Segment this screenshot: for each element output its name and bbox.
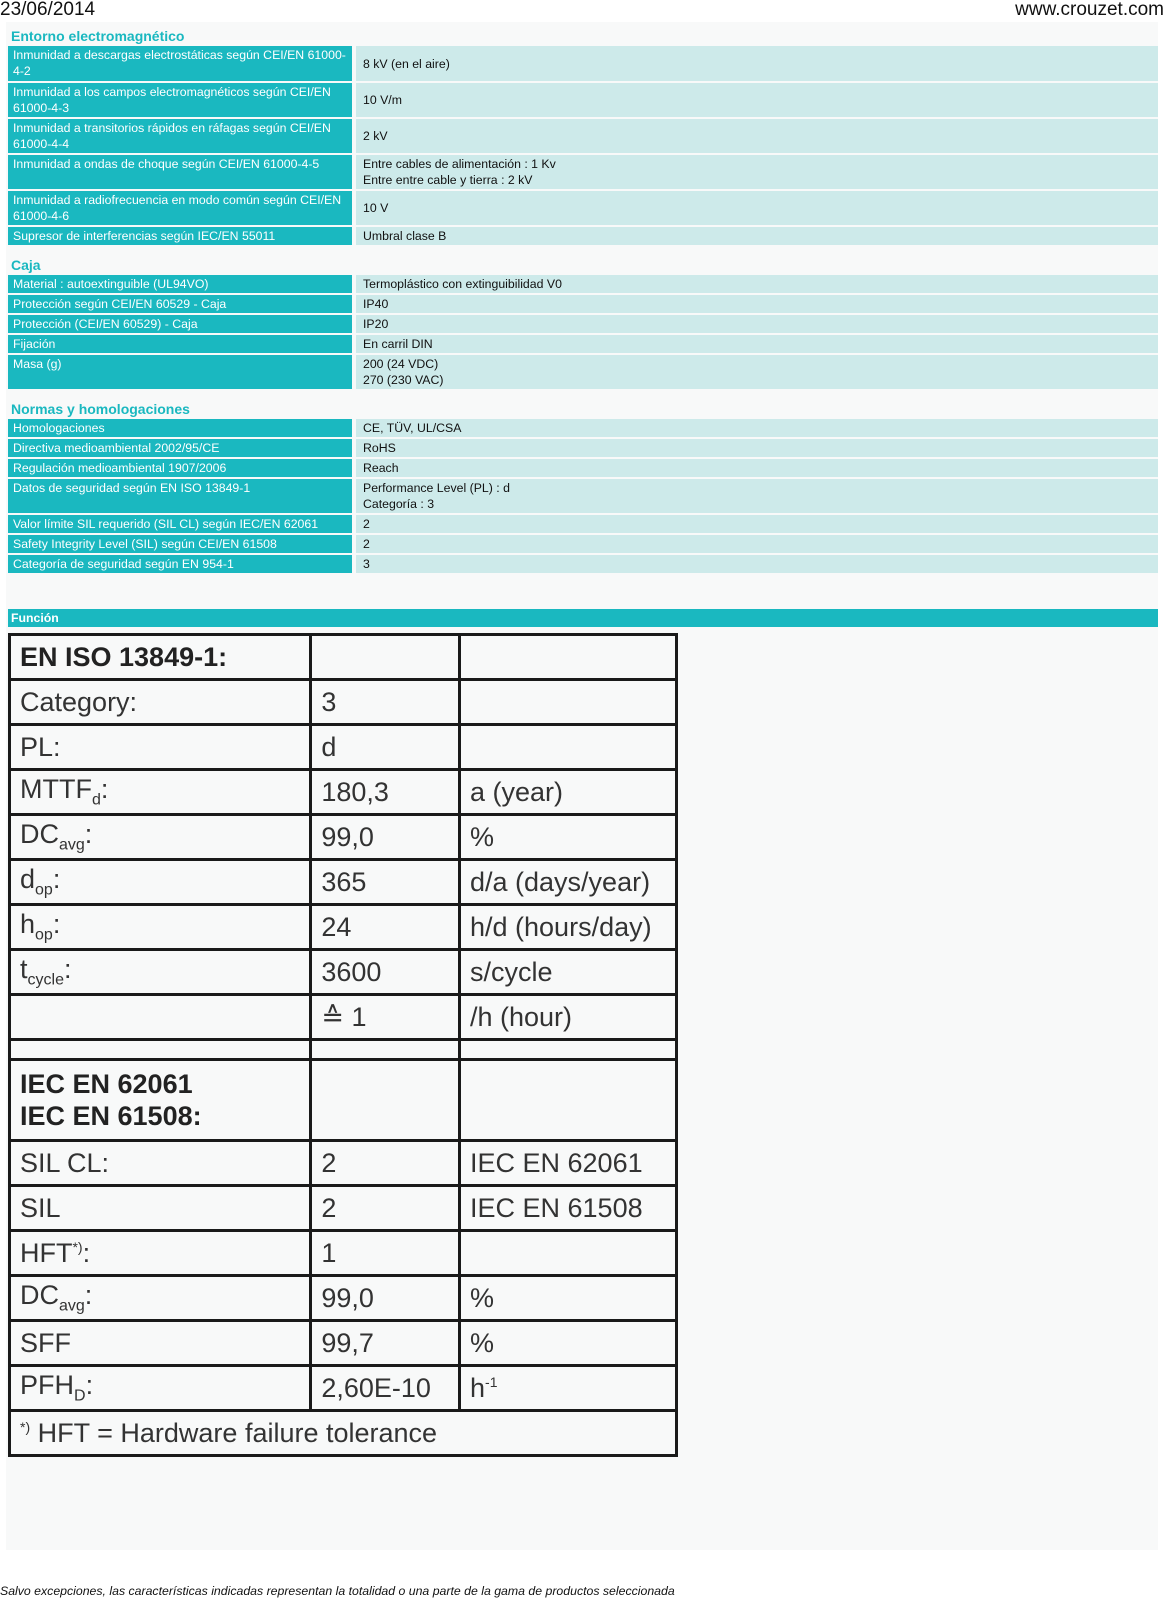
site-url[interactable]: www.crouzet.com — [1015, 0, 1164, 20]
spec-value-text: 10 V/m — [363, 93, 402, 107]
section-title-normas: Normas y homologaciones — [11, 401, 190, 417]
cell-text: : — [85, 1370, 94, 1401]
section-title-em: Entorno electromagnético — [11, 28, 185, 44]
spec-value — [356, 227, 1158, 245]
cell-superscript: -1 — [485, 1373, 498, 1390]
cell-subscript: cycle — [27, 971, 64, 989]
spec-value-text: Reach — [363, 461, 399, 475]
spec-value — [356, 419, 1158, 437]
cell-text: : — [84, 1280, 93, 1311]
spec-value — [356, 275, 1158, 293]
table-cell — [460, 1040, 677, 1060]
spec-label: Inmunidad a radiofrecuencia en modo común según CEI/EN 61000-4-6 — [8, 191, 352, 225]
table-cell — [10, 1060, 311, 1141]
spec-value-text: 2 — [363, 537, 370, 551]
spec-value — [356, 335, 1158, 353]
spec-value-text: CE, TÜV, UL/CSA — [363, 421, 462, 435]
table-cell — [311, 1040, 460, 1060]
cell-text: : — [82, 1237, 91, 1268]
cell-text: HFT = Hardware failure tolerance — [30, 1417, 438, 1448]
table-cell — [460, 1366, 677, 1411]
table-cell — [10, 1231, 311, 1276]
table-cell: /h (hour) — [460, 995, 677, 1040]
table-cell: s/cycle — [460, 950, 677, 995]
spec-value-text: Categoría : 3 — [363, 497, 435, 511]
table-cell — [460, 1231, 677, 1276]
spec-label: Fijación — [8, 335, 352, 353]
table-row — [10, 950, 677, 995]
spec-label: Regulación medioambiental 1907/2006 — [8, 459, 352, 477]
table-row — [10, 1141, 677, 1186]
spec-row — [8, 355, 1158, 389]
spec-value — [356, 46, 1158, 81]
cell-subscript: avg — [59, 836, 85, 854]
table-row — [10, 680, 677, 725]
spec-value-text: 2 kV — [363, 129, 388, 143]
table-cell — [460, 1060, 677, 1141]
spec-label: Inmunidad a ondas de choque según CEI/EN 61000-4-5 — [8, 155, 352, 189]
table-cell — [10, 905, 311, 950]
spec-value-text: 270 (230 VAC) — [363, 373, 444, 387]
cell-text: IEC EN 62061 — [20, 1069, 193, 1099]
table-row — [10, 770, 677, 815]
cell-text: DC — [20, 1280, 59, 1311]
table-cell: a (year) — [460, 770, 677, 815]
table-row — [10, 905, 677, 950]
table-cell — [10, 950, 311, 995]
table-row — [10, 1040, 677, 1060]
spec-value-text: 3 — [363, 557, 370, 571]
table-row — [10, 1321, 677, 1366]
table-row — [10, 1231, 677, 1276]
spec-value-text: Entre entre cable y tierra : 2 kV — [363, 173, 533, 187]
spec-row — [8, 227, 1158, 245]
table-cell: 180,3 — [311, 770, 460, 815]
cell-text: MTTF — [20, 774, 92, 805]
table-cell: % — [460, 815, 677, 860]
table-cell: h/d (hours/day) — [460, 905, 677, 950]
spec-value-text: 10 V — [363, 201, 389, 215]
table-cell: 99,0 — [311, 815, 460, 860]
cell-text: : — [100, 774, 109, 805]
spec-row — [8, 83, 1158, 117]
cell-text: PFH — [20, 1370, 74, 1401]
spec-value — [356, 155, 1158, 189]
cell-text: HFT — [20, 1237, 73, 1268]
spec-label: Inmunidad a descargas electrostáticas según CEI/EN 61000-4-2 — [8, 46, 352, 81]
section-title-caja: Caja — [11, 257, 41, 273]
spec-value — [356, 439, 1158, 457]
table-row — [10, 995, 677, 1040]
spec-row — [8, 515, 1158, 533]
table-cell: IEC EN 61508 — [460, 1186, 677, 1231]
spec-row — [8, 555, 1158, 573]
table-row — [10, 1366, 677, 1411]
table-cell — [460, 725, 677, 770]
spec-label: Supresor de interferencias según IEC/EN 55011 — [8, 227, 352, 245]
spec-row — [8, 535, 1158, 553]
cell-text: : — [52, 909, 61, 940]
table-cell — [10, 1366, 311, 1411]
table-cell: 3 — [311, 680, 460, 725]
cell-subscript: D — [74, 1387, 86, 1405]
table-row — [10, 860, 677, 905]
section-title-funcion: Función — [8, 609, 1158, 627]
spec-label: Safety Integrity Level (SIL) según CEI/EN 61508 — [8, 535, 352, 553]
spec-value — [356, 515, 1158, 533]
spec-value — [356, 83, 1158, 117]
table-cell: d — [311, 725, 460, 770]
spec-row — [8, 315, 1158, 333]
table-row — [10, 1060, 677, 1141]
spec-label: Directiva medioambiental 2002/95/CE — [8, 439, 352, 457]
table-cell: SIL CL: — [10, 1141, 311, 1186]
spec-sheet — [6, 22, 1158, 1550]
table-row — [10, 635, 677, 680]
spec-label: Homologaciones — [8, 419, 352, 437]
table-cell: 99,7 — [311, 1321, 460, 1366]
spec-value — [356, 355, 1158, 389]
spec-row — [8, 155, 1158, 189]
spec-value-text: En carril DIN — [363, 337, 433, 351]
spec-value-text: 8 kV (en el aire) — [363, 56, 450, 71]
table-cell — [10, 815, 311, 860]
spec-label: Protección (CEI/EN 60529) - Caja — [8, 315, 352, 333]
table-cell: 24 — [311, 905, 460, 950]
spec-label: Material : autoextinguible (UL94VO) — [8, 275, 352, 293]
table-cell: 365 — [311, 860, 460, 905]
spec-value — [356, 191, 1158, 225]
table-cell: 2,60E-10 — [311, 1366, 460, 1411]
table-cell: IEC EN 62061 — [460, 1141, 677, 1186]
table-cell: SFF — [10, 1321, 311, 1366]
spec-value-text: RoHS — [363, 441, 396, 455]
spec-label: Inmunidad a transitorios rápidos en ráfagas según CEI/EN 61000-4-4 — [8, 119, 352, 153]
safety-data-table — [8, 633, 678, 1457]
table-cell — [460, 635, 677, 680]
spec-row — [8, 119, 1158, 153]
spec-label: Masa (g) — [8, 355, 352, 389]
table-cell: d/a (days/year) — [460, 860, 677, 905]
cell-superscript: *) — [72, 1238, 83, 1255]
footer-disclaimer: Salvo excepciones, las características indicadas representan la totalidad o una parte de la gama de productos seleccionada — [0, 1584, 675, 1598]
cell-text: IEC EN 61508: — [20, 1101, 202, 1131]
table-cell: PL: — [10, 725, 311, 770]
cell-text: : — [63, 954, 72, 985]
table-row — [10, 1186, 677, 1231]
spec-value-text: Umbral clase B — [363, 229, 447, 243]
table-row — [10, 725, 677, 770]
spec-value — [356, 535, 1158, 553]
table-cell — [10, 770, 311, 815]
spec-value-text: Entre cables de alimentación : 1 Kv — [363, 157, 556, 171]
spec-value-text: Termoplástico con extinguibilidad V0 — [363, 277, 562, 291]
cell-superscript: *) — [20, 1418, 31, 1435]
cell-text: : — [52, 864, 61, 895]
table-cell — [311, 635, 460, 680]
cell-subscript: d — [91, 791, 101, 809]
cell-text: t — [20, 954, 28, 985]
table-cell: 3600 — [311, 950, 460, 995]
spec-row — [8, 419, 1158, 437]
table-cell: EN ISO 13849-1: — [10, 635, 311, 680]
spec-value-text: IP20 — [363, 317, 389, 331]
table-cell: SIL — [10, 1186, 311, 1231]
spec-value — [356, 459, 1158, 477]
print-date: 23/06/2014 — [0, 0, 96, 20]
table-cell: ≙ 1 — [311, 995, 460, 1040]
table-cell: % — [460, 1321, 677, 1366]
table-cell: 2 — [311, 1186, 460, 1231]
cell-text: d — [20, 864, 36, 895]
spec-value — [356, 555, 1158, 573]
table-row — [10, 1276, 677, 1321]
cell-text: h — [470, 1372, 486, 1403]
spec-row — [8, 439, 1158, 457]
spec-value — [356, 315, 1158, 333]
spec-row — [8, 459, 1158, 477]
table-cell — [10, 995, 311, 1040]
table-cell: 99,0 — [311, 1276, 460, 1321]
cell-subscript: op — [35, 926, 53, 944]
table-cell: Category: — [10, 680, 311, 725]
cell-text: h — [20, 909, 36, 940]
spec-label: Datos de seguridad según EN ISO 13849-1 — [8, 479, 352, 513]
spec-label: Protección según CEI/EN 60529 - Caja — [8, 295, 352, 313]
table-note — [10, 1411, 677, 1456]
table-cell — [460, 680, 677, 725]
table-cell — [311, 1060, 460, 1141]
table-cell: 2 — [311, 1141, 460, 1186]
spec-row — [8, 46, 1158, 81]
cell-text: DC — [20, 819, 59, 850]
spec-row — [8, 275, 1158, 293]
page-header — [0, 0, 1164, 20]
cell-subscript: op — [35, 881, 53, 899]
table-cell — [10, 1276, 311, 1321]
spec-value-text: IP40 — [363, 297, 389, 311]
spec-value-text: Performance Level (PL) : d — [363, 481, 510, 495]
spec-row — [8, 295, 1158, 313]
spec-label: Categoría de seguridad según EN 954-1 — [8, 555, 352, 573]
spec-label: Inmunidad a los campos electromagnéticos según CEI/EN 61000-4-3 — [8, 83, 352, 117]
spec-row — [8, 335, 1158, 353]
spec-label: Valor límite SIL requerido (SIL CL) según IEC/EN 62061 — [8, 515, 352, 533]
table-cell — [10, 1040, 311, 1060]
spec-value-text: 2 — [363, 517, 370, 531]
cell-text: : — [84, 819, 93, 850]
spec-value — [356, 479, 1158, 513]
table-cell: 1 — [311, 1231, 460, 1276]
table-row — [10, 1411, 677, 1456]
table-cell: % — [460, 1276, 677, 1321]
spec-row — [8, 479, 1158, 513]
spec-row — [8, 191, 1158, 225]
table-row — [10, 815, 677, 860]
spec-value — [356, 119, 1158, 153]
cell-subscript: avg — [59, 1297, 85, 1315]
spec-value — [356, 295, 1158, 313]
table-cell — [10, 860, 311, 905]
spec-value-text: 200 (24 VDC) — [363, 357, 439, 371]
